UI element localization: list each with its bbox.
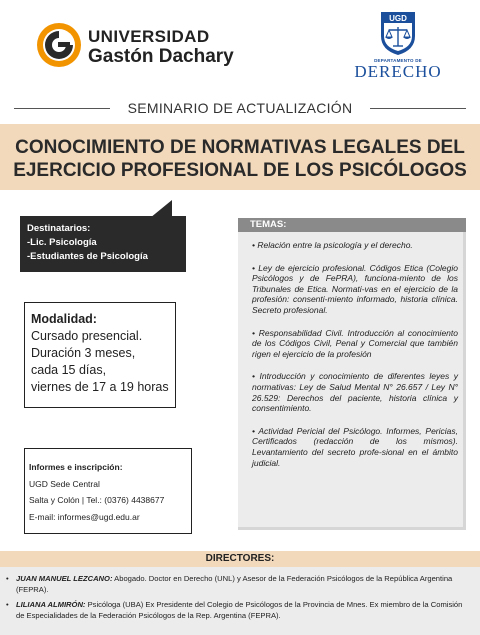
- directores-band: [0, 551, 480, 567]
- header: [0, 0, 480, 96]
- temas-item: • Relación entre la psicología y el derecho.: [252, 240, 413, 250]
- divider-right: [370, 108, 466, 109]
- modalidad-line: cada 15 días,: [31, 363, 107, 377]
- modalidad-line: Cursado presencial.: [31, 329, 143, 343]
- department-logo: [348, 10, 448, 81]
- director-item: [6, 599, 472, 621]
- informes-line: Salta y Colón | Tel.: (0376) 4438677: [29, 495, 165, 505]
- modalidad-heading: Modalidad:: [31, 312, 97, 326]
- informes-heading: Informes e inscripción:: [29, 462, 123, 472]
- seminar-label: SEMINARIO DE ACTUALIZACIÓN: [127, 100, 353, 116]
- temas-item: • Actividad Pericial del Psicólogo. Informes, Pericias, Certificados (redacción de los mismos). Levantamiento del secreto profe-sional en el ámbito judicial.: [252, 425, 458, 468]
- temas-heading: TEMAS:: [238, 218, 466, 232]
- director-name: JUAN MANUEL LEZCANO:: [16, 574, 113, 583]
- university-name: [88, 28, 234, 68]
- seminar-row: [14, 98, 466, 120]
- dept-shield-text: UGD: [389, 14, 407, 23]
- director-bio: Psicóloga (UBA) Ex Presidente del Colegio de Psicólogos de la Provincia de Mnes. Ex miembro de la Comisión de Especialidades de la Federación Psicólogos de la Rep. Argentina (FEPRA).: [16, 600, 463, 620]
- directores-heading: DIRECTORES:: [205, 553, 275, 564]
- dept-big-label: DERECHO: [354, 62, 442, 81]
- directores-body: [0, 567, 480, 635]
- bullet-icon: •: [6, 600, 9, 609]
- director-bio: Abogado. Doctor en Derecho (UNL) y Asesor de la Federación Psicólogos de la República Argentina (FEPRA).: [16, 574, 453, 594]
- dept-small-label: DEPARTAMENTO DE: [374, 58, 422, 63]
- destinatarios-item: -Lic. Psicología: [27, 237, 97, 248]
- bullet-icon: •: [6, 574, 9, 583]
- informes-box: [24, 448, 192, 534]
- university-line1: UNIVERSIDAD: [88, 27, 210, 46]
- destinatarios-item: -Estudiantes de Psicología: [27, 251, 148, 262]
- directores-list: [6, 573, 472, 625]
- temas-list: [252, 240, 458, 480]
- modalidad-box: [24, 302, 176, 408]
- temas-panel: [238, 218, 466, 530]
- destinatarios-heading: Destinatarios:: [27, 223, 91, 234]
- informes-line: UGD Sede Central: [29, 478, 100, 489]
- director-item: [6, 573, 472, 595]
- temas-item: • Introducción y conocimiento de diferentes leyes y normativas: Ley de Salud Mental N° 26.657 / Ley N° 26.529: Derechos del paciente, historia clínica y consentimiento.: [252, 371, 458, 414]
- dept-shield-icon: [379, 10, 417, 56]
- modalidad-line: Duración 3 meses,: [31, 346, 136, 360]
- title-line1: CONOCIMIENTO DE NORMATIVAS LEGALES DEL: [15, 137, 465, 158]
- temas-item: • Responsabilidad Civil. Introducción al conocimiento de los Códigos Civil, Penal y Comercial que también rigen el ejercicio de la profesión: [252, 327, 458, 359]
- title-line2: EJERCICIO PROFESIONAL DE LOS PSICÓLOGOS: [13, 160, 467, 181]
- page-title: [0, 136, 480, 182]
- temas-item: • Ley de ejercicio profesional. Códigos Etica (Colegio Psicólogos y de FePRA), funciona-miento de los Tribunales de Etica. Normati-vas en el ejercicio de la profesión: consenti-miento informado, historia clínica. Secreto profesional.: [252, 262, 458, 315]
- title-band: [0, 124, 480, 190]
- university-line2: Gastón Dachary: [88, 46, 234, 67]
- email-link[interactable]: E-mail: informes@ugd.edu.ar: [29, 511, 140, 522]
- ugd-logo-icon: [36, 22, 82, 68]
- director-name: LILIANA ALMIRÓN:: [16, 600, 86, 609]
- modalidad-line: viernes de 17 a 19 horas: [31, 380, 169, 394]
- destinatarios-box: [20, 216, 186, 272]
